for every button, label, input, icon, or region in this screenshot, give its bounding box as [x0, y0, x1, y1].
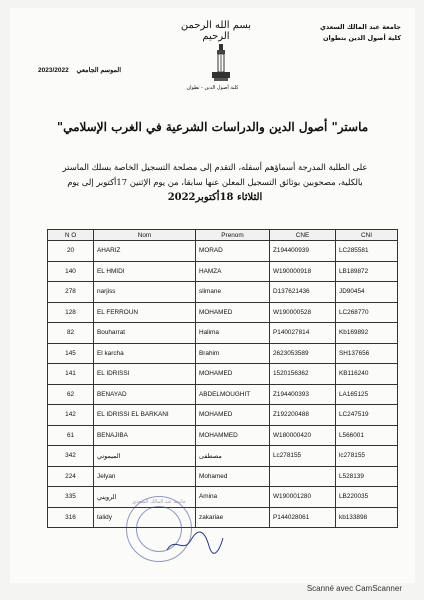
document-page [10, 8, 415, 583]
cell-prenom: zakariae [196, 507, 270, 528]
column-header-cne: CNE [270, 230, 336, 241]
cell-cni: LC268770 [336, 302, 398, 323]
cell-prenom: Amina [196, 487, 270, 508]
cell-no: 61 [48, 425, 94, 446]
cell-cni: L528139 [336, 466, 398, 487]
cell-no: 278 [48, 282, 94, 303]
cell-nom: Bouharrat [94, 323, 196, 344]
faculty-name: كلية أصول الدين بتطوان [322, 34, 401, 42]
cell-cni: LA165125 [336, 384, 398, 405]
cell-cni: Kb169892 [336, 323, 398, 344]
cell-cni: LB189872 [336, 261, 398, 282]
cell-nom: الميموني [94, 446, 196, 467]
cell-no: 224 [48, 466, 94, 487]
cell-prenom: Halima [196, 323, 270, 344]
table-header-row [48, 230, 398, 241]
cell-cni: KB116240 [336, 364, 398, 385]
column-header-prenom: Prenom [196, 230, 270, 241]
cell-cni: lc278155 [336, 446, 398, 467]
cell-nom: Jelyan [94, 466, 196, 487]
cell-cni: L566001 [336, 425, 398, 446]
cell-cni: JD90454 [336, 282, 398, 303]
logo-caption: كلية أصول الدين - تطوان [186, 85, 239, 91]
table-row [48, 323, 398, 344]
cell-cne: Z194400393 [270, 384, 336, 405]
cell-nom: AHARIZ [94, 241, 196, 262]
table-row [48, 343, 398, 364]
cell-prenom: MOHAMED [196, 364, 270, 385]
column-header-cni: CNI [336, 230, 398, 241]
cell-cni: LB220035 [336, 487, 398, 508]
cell-cni: LC247519 [336, 405, 398, 426]
cell-cne: 1520156362 [270, 364, 336, 385]
cell-prenom: Mohamed [196, 466, 270, 487]
cell-nom: talidy [94, 507, 196, 528]
table-row [48, 405, 398, 426]
cell-cne: W190001280 [270, 487, 336, 508]
institution-header [320, 22, 401, 44]
cell-no: 82 [48, 323, 94, 344]
cell-cne: W180000420 [270, 425, 336, 446]
students-table [47, 229, 398, 528]
column-header-no: N O [48, 230, 94, 241]
notice-line-1: على الطلبة المدرجة أسماؤهم أسفله، التقدم إلى مصلحة التسجيل الخاصة بسلك الماستر [62, 162, 368, 172]
column-header-nom: Nom [94, 230, 196, 241]
faculty-logo-icon [210, 42, 232, 82]
cell-nom: EL HMIDI [94, 261, 196, 282]
cell-cne: W190000918 [270, 261, 336, 282]
basmala-calligraphy: بسم الله الرحمن الرحيم [180, 20, 252, 42]
cell-nom: BENAYAD [94, 384, 196, 405]
academic-season [38, 66, 121, 74]
page-title: ماستر" أصول الدين والدراسات الشرعية في الغرب الإسلامي" [56, 120, 369, 134]
cell-prenom: MOHAMED [196, 302, 270, 323]
cell-cne: W190000528 [270, 302, 336, 323]
cell-cne: Lc278155 [270, 446, 336, 467]
cell-no: 20 [48, 241, 94, 262]
cell-cni: LC285581 [336, 241, 398, 262]
cell-no: 335 [48, 487, 94, 508]
season-value: 2023/2022 [38, 67, 69, 74]
cell-cne: P140027814 [270, 323, 336, 344]
cell-cne [270, 466, 336, 487]
table-row [48, 466, 398, 487]
table-row [48, 241, 398, 262]
cell-cne: P144028061 [270, 507, 336, 528]
cell-prenom: ABDELMOUGHIT [196, 384, 270, 405]
table-body [48, 241, 398, 528]
cell-cne: D137621436 [270, 282, 336, 303]
signature-mark [165, 528, 225, 558]
cell-prenom: MOHAMED [196, 405, 270, 426]
cell-prenom: slimane [196, 282, 270, 303]
cell-prenom: HAMZA [196, 261, 270, 282]
cell-prenom: مصطفى [196, 446, 270, 467]
cell-no: 128 [48, 302, 94, 323]
cell-no: 62 [48, 384, 94, 405]
cell-no: 145 [48, 343, 94, 364]
cell-prenom: MOHAMMED [196, 425, 270, 446]
cell-nom: EL IDRISSI EL BARKANI [94, 405, 196, 426]
stamp-lettering: جامعة عبد المالك السعدي [132, 499, 186, 505]
cell-prenom: MORAD [196, 241, 270, 262]
cell-cni: kb133898 [336, 507, 398, 528]
table-row [48, 384, 398, 405]
table-row [48, 446, 398, 467]
table-row [48, 261, 398, 282]
table-row [48, 282, 398, 303]
table-row [48, 487, 398, 508]
cell-no: 342 [48, 446, 94, 467]
cell-no: 141 [48, 364, 94, 385]
table-row [48, 507, 398, 528]
cell-cne: Z194400939 [270, 241, 336, 262]
season-label: الموسم الجامعي [76, 67, 122, 74]
notice-text [40, 160, 390, 205]
cell-no: 316 [48, 507, 94, 528]
cell-cne: Z192200488 [270, 405, 336, 426]
cell-no: 140 [48, 261, 94, 282]
cell-nom: EL FERROUN [94, 302, 196, 323]
notice-line-2: بالكلية، مصحوبين بوثائق التسجيل المعلن عنها سابقا، من يوم الإثنين 17أكتوبر إلى يوم [67, 177, 363, 187]
university-name: جامعة عبد المالك السعدي [319, 23, 401, 31]
cell-cni: SH137656 [336, 343, 398, 364]
cell-nom: El karcha [94, 343, 196, 364]
cell-nom: الرويني [94, 487, 196, 508]
cell-prenom: Brahim [196, 343, 270, 364]
table-row [48, 425, 398, 446]
table-row [48, 364, 398, 385]
cell-nom: EL IDRISSI [94, 364, 196, 385]
cell-nom: narjiss [94, 282, 196, 303]
cell-no: 142 [48, 405, 94, 426]
cell-cne: 2623053589 [270, 343, 336, 364]
notice-line-3: الثلاثاء 18أكتوبر2022 [167, 192, 263, 203]
cell-nom: BENAJIBA [94, 425, 196, 446]
table-row [48, 302, 398, 323]
scanner-footer: Scanné avec CamScanner [306, 584, 402, 593]
